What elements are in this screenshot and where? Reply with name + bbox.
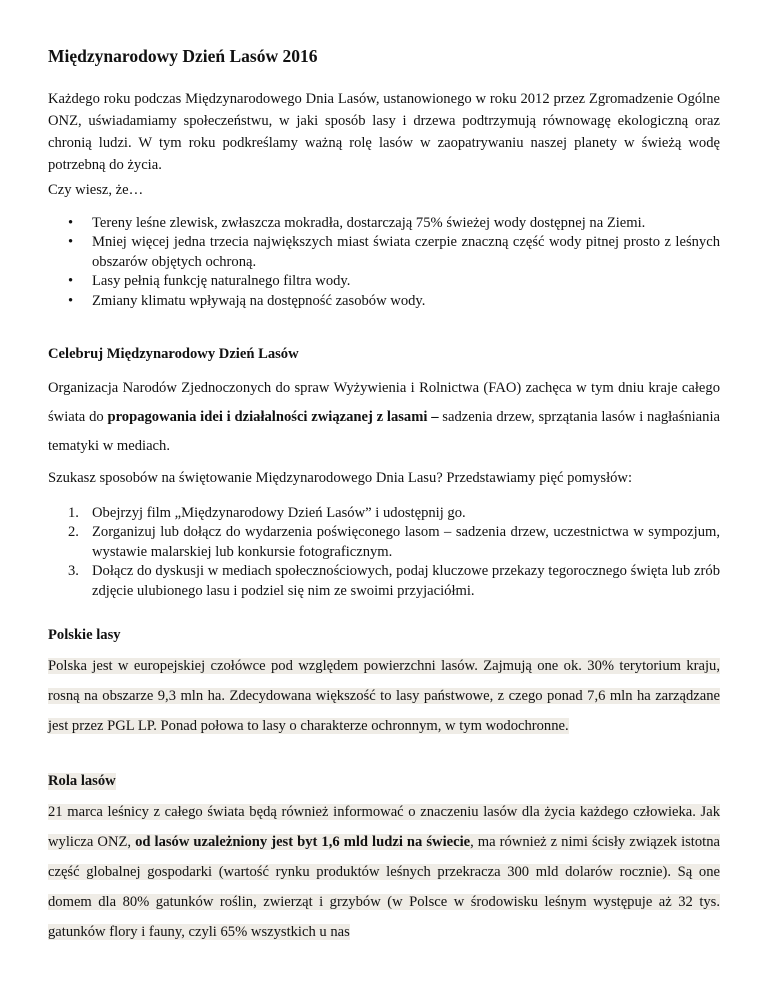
role-paragraph	[48, 797, 720, 947]
list-item-number: 1.	[68, 505, 79, 521]
facts-list	[48, 214, 720, 311]
list-item-number: 3.	[68, 563, 79, 580]
intro-paragraph: Każdego roku podczas Międzynarodowego Dnia Lasów, ustanowionego w roku 2012 przez Zgromadzenie Ogólne ONZ, uświadamiamy społeczeństwu, w jaki sposób lasy i drzewa podtrzymują równowagę ekologiczną oraz chronią ludzi. W tym roku podkreślamy ważną rolę lasów w zaopatrywaniu naszej planety w świeżą wodę potrzebną do życia.	[48, 91, 720, 173]
fao-paragraph	[48, 374, 720, 461]
list-item-number: 2.	[68, 524, 79, 541]
polish-forests-text: Polska jest w europejskiej czołówce pod względem powierzchni lasów. Zajmują one ok. 30% terytorium kraju, rosną na obszarze 9,3 mln ha. Zdecydowana większość to lasy państwowe, z czego ponad 7,6 mln ha zarządzane jest przez PGL LP. Ponad połowa to lasy o charakterze ochronnym, w tym wodochronne.	[48, 658, 720, 734]
ideas-list	[48, 504, 720, 601]
list-item: • Tereny leśne zlewisk, zwłaszcza mokradła, dostarczają 75% świeżej wody dostępnej na Ziemi.	[48, 214, 720, 233]
polish-forests-heading: Polskie lasy	[48, 627, 121, 643]
list-item	[48, 504, 720, 523]
list-item-text: Dołącz do dyskusji w mediach społecznościowych, podaj kluczowe przekazy tegorocznego święta lub zrób zdjęcie ulubionego lasu i podziel się nim ze swoimi przyjaciółmi.	[92, 563, 720, 599]
list-item-text: Zorganizuj lub dołącz do wydarzenia poświęconego lasom – sadzenia drzew, uczestnictwa w sympozjum, wystawie malarskiej lub konkursie fotograficznym.	[92, 524, 720, 560]
fao-text-bold: propagowania idei i działalności związanej z lasami –	[107, 409, 439, 425]
did-you-know-text: Czy wiesz, że…	[48, 182, 144, 198]
role-text-bold: od lasów uzależniony jest byt 1,6 mld ludzi na świecie	[135, 834, 471, 850]
list-item: • Mniej więcej jedna trzecia największych miast świata czerpie znaczną część wody pitnej prosto z leśnych obszarów objętych ochroną.	[48, 233, 720, 272]
list-item-text: Obejrzyj film „Międzynarodowy Dzień Lasów” i udostępnij go.	[92, 505, 466, 521]
fao-text-start: Organizacja Narodów Zjednoczonych do spraw Wyżywienia i Rolnictwa (FAO) zachęca w tym dniu kraje całego świata do	[48, 380, 720, 425]
list-item: • Zmiany klimatu wpływają na dostępność zasobów wody.	[48, 292, 720, 311]
role-heading: Rola lasów	[48, 773, 116, 789]
polish-forests-paragraph	[48, 651, 720, 741]
document-title: Międzynarodowy Dzień Lasów 2016	[48, 46, 318, 66]
list-item: • Lasy pełnią funkcję naturalnego filtra wody.	[48, 272, 720, 291]
list-item	[48, 523, 720, 562]
list-item	[48, 562, 720, 601]
fao-text-end: sadzenia drzew, sprzątania lasów i nagłaśniania tematyki w mediach.	[48, 409, 720, 454]
ideas-intro: Szukasz sposobów na świętowanie Międzynarodowego Dnia Lasu? Przedstawiamy pięć pomysłów:	[48, 470, 633, 486]
role-text-start: 21 marca leśnicy z całego świata będą również informować o znaczeniu lasów dla życia każdego człowieka. Jak wylicza ONZ,	[48, 804, 720, 850]
celebrate-heading: Celebruj Międzynarodowy Dzień Lasów	[48, 346, 299, 362]
role-text-end: , ma również z nimi ścisły związek istotna część globalnej gospodarki (wartość rynku produktów leśnych przekracza 300 mld dolarów rocznie). Są one domem dla 80% gatunków roślin, zwierząt i grzybów (w Polsce w środowisku leśnym występuje aż 32 tys. gatunków flory i fauny, czyli 65% wszystkich u nas	[48, 834, 720, 940]
